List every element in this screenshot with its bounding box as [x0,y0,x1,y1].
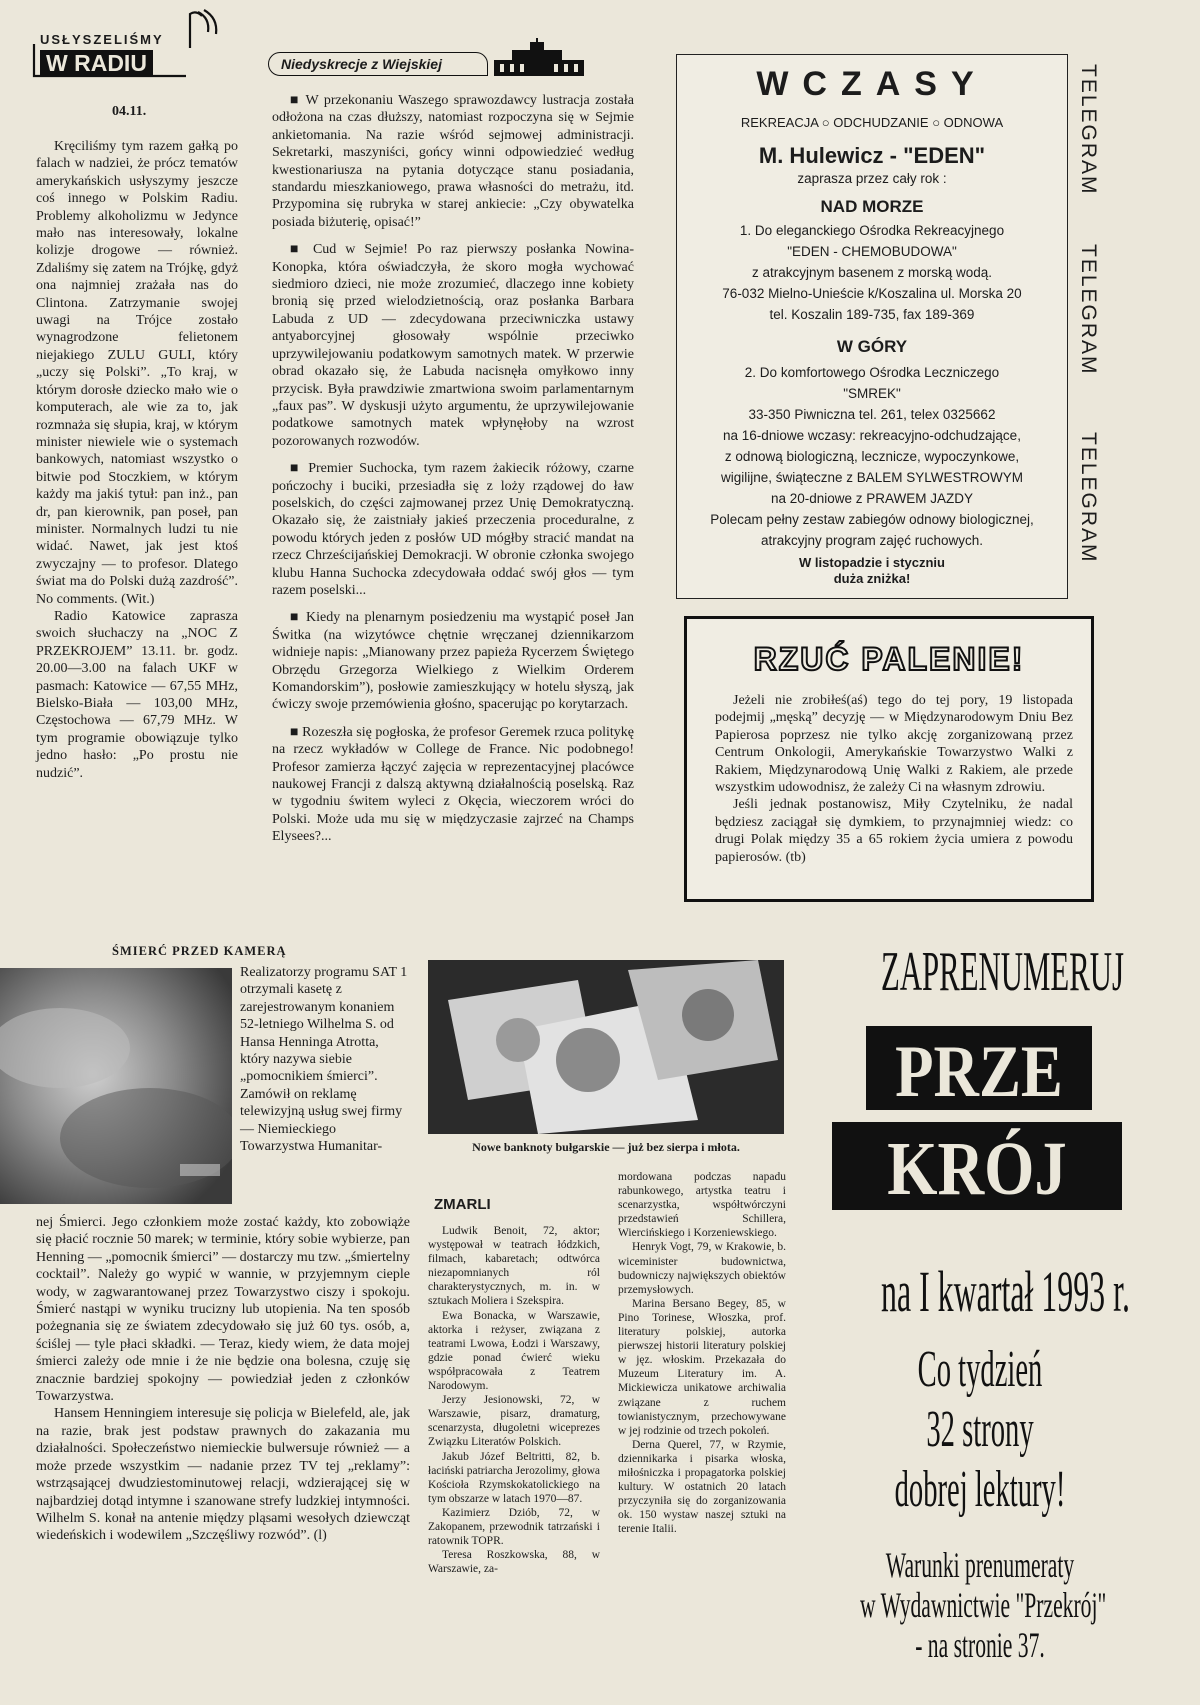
obituary-entry: Marina Bersano Begey, 85, w Pino Torinese, Włoszka, prof. literatury polskiej, autorka pierwszej historii literatury polskiej w jęz. włoskim. Przekazała do Muzeum Literatury im. A. Mickiewicza unikatowe archiwalia związane z ruchem towianistycznym, przechowywane w jej rodzinie od trzech pokoleń. [618,1297,786,1437]
death-camera-paragraph-1: nej Śmierci. Jego członkiem może zostać każdy, kto zobowiąże się płacić rocznie 50 marek; w terminie, który sobie wybierze, pan Henning — „pomocnik śmierci” — dostarczy mu tzw. „śmiertelny cocktail”. Należy go wypić w wannie, w przyjemnym cieple wody, w zagwarantowanej przez Towarzystwo ciszy i spokoju. Śmierć nastąpi w wyniku trucizny lub utopienia. Na ten sposób pożegnania się ze światem zdecydowało się już 60 tys. osób, a, ściślej — tyle płaci składki. — Teraz, kiedy wiem, że data mojej śmierci zależy ode mnie i że nie będzie ona bolesna, czuję się znacznie bardziej spokojny — powiedział jeden z członków Towarzystwa. [36,1215,410,1405]
death-camera-side-text: Realizatorzy programu SAT 1 otrzymali kasetę z zarejestrowanym konaniem 52-letniego Wilhelma S. od Hansa Henninga Atrotta, który nazywa siebie „pomocnikiem śmierci”. Zamówił on reklamę telewizyjną usług swej firmy — Niemieckiego Towarzystwa Humanitar- [240,965,408,1155]
radio-paragraph-1: Kręciliśmy tym razem gałką po falach w nadziei, że prócz tematów amerykańskich usłyszymy jeszcze coś innego w Polskim Radiu. Problemy alkoholizmu w Jedynce mało nas interesowały, lokalne kolizje drogowe — również. Zdaliśmy się zatem na Trójkę, gdyż ona najmniej zrażała nas do Clintona. Zatrzymanie swojej uwagi na Trójce zostało wynagrodzone felietonem niejakiego ZULU GULI, który „uczy się Polski”. „To kraj, w którym dorosłe dziecko mało wie o komputerach, ale wie za to, jak rozmnaża się słupia, kraj, w którym minister niewiele wie o systemach bankowych, natomiast wszystko o bitwie pod Stoczkiem, w którym każdy ma jakiś tytuł: pan inż., pan dr, pan kierownik, pan poseł, pan minister. Normalnych ludzi tu nie widać. Nawet, jak jest ktoś zwyczajny — to profesor. Dlatego świat ma do Polski dużą zazdrość”. No comments. (Wit.) [36,139,238,607]
obituary-entry: Jerzy Jesionowski, 72, w Warszawie, pisarz, dramaturg, scenarzysta, długoletni wiceprezes Związku Literatów Polskich. [428,1394,600,1449]
wczasy-mountains-line-4: na 16-dniowe wczasy: rekreacyjno-odchudzające, [723,428,1021,443]
niedyskrecje-item-3 [272,460,634,599]
obituary-entry: Ewa Bonacka, w Warszawie, aktorka i reżyser, związana z teatrami Lwowa, Łodzi i Warszawy, gdzie ponad ćwierć wieku współpracowała z Teatrem Narodowym. [428,1309,600,1393]
niedyskrecje-item-5-text: Rozeszła się pogłoska, że profesor Geremek rzuca politykę na rzecz wykładów w College de France. Nic podobnego! Profesor zamierza łączyć zajęcia w reprezentacyjnej placówce naukowej Francji z dalszą aktywną działalnością poselską. Raz w tygodniu świtem wyleci z Okęcia, wieczorem wróci do Polski. Może uda mu się w międzyczasie zajrzeć na Champs Elysees?... [272,724,634,845]
niedyskrecje-item-4 [272,609,634,713]
wczasy-sea-line-3: z atrakcyjnym basenem z morską wodą. [751,265,993,280]
obituary-entry: Teresa Roszkowska, 88, w Warszawie, za- [428,1549,600,1576]
logo-top-text: USŁYSZELIŚMY [40,32,164,47]
wczasy-mountains-line-8: Polecam pełny zestaw zabiegów odnowy biologicznej, [710,512,1034,527]
banknotes-image [428,960,784,1134]
obituaries-column-b [618,1170,786,1536]
bullet-square-icon: ■ [290,461,309,477]
banknotes-photo [428,960,784,1134]
przekroj-logo-bottom: KRÓJ [887,1127,1067,1211]
banknotes-caption: Nowe banknoty bułgarskie — już bez sierpa i młota. [472,1140,740,1154]
subscribe-heading: ZAPRENUMERUJ [881,941,1125,1003]
wczasy-mountains-line-7: na 20-dniowe z PRAWEM JAZDY [770,491,974,506]
death-camera-title: ŚMIERĆ PRZED KAMERĄ [112,944,287,958]
death-camera-paragraph-2: Hansem Henningiem interesuje się policja w Bielefeld, ale, jak na razie, brak jest podstaw prawnych do zakazania mu działalności. Społeczeństwo niemieckie bulwersuje również — a może przede wszystkim — nadanie przez TV tej „reklamy”: wstrząsającej dwudziestominutowej relacji, wdzierającej się w najbardziej dotąd intymne i szanowane strefy ludzkiej intymności. Wilhelm S. konał na antenie między pląsami wesołych dziewcząt wiedeńskich i wodewilem „Szczęśliwy rozwód”. (l) [36,1406,410,1544]
wczasy-discount-1: W listopadzie i styczniu [799,555,945,570]
telegram-label-2: TELEGRAM [1077,244,1100,376]
wczasy-mountains-line-1: 2. Do komfortowego Ośrodka Leczniczego [744,365,1000,380]
niedyskrecje-item-4-text: Kiedy na plenarnym posiedzeniu ma wystąpić poseł Jan Świtka (na wizytówce chętnie wręczanej dziennikarzom widnieje napis: „Mianowany przez papieża Rycerzem Świętego Obrzędu Grzegorza Wielkiego z Wielkim Orderem Komandorskim”), posłowie zamieszkujący w hotelu słyszą, jak ćwiczy swoje przemówienia głośno, spacerując po korytarzach. [272,610,634,713]
bullet-square-icon: ■ [290,242,313,258]
wczasy-title: WCZASY [756,65,988,103]
quit-smoking-text [715,692,1073,866]
subscribe-weekly: Co tydzień [917,1341,1043,1398]
quit-smoking-paragraph-1: Jeżeli nie zrobiłeś(aś) tego do tej pory, 19 listopada podejmij „męską” decyzję — w Międzynarodowym Dniu Bez Papierosa poprzesz nie tylko akcję zorganizowaną przez Centrum Onkologii, Amerykańskie Towarzystwo Walki z Rakiem, Międzynarodową Unię Walki z Rakiem, ale przede wszystkim udowodnisz, że zależy Ci na własnym zdrowiu. [715,693,1073,796]
wczasy-mountains-line-2: "SMREK" [843,386,901,401]
blurry-tv-image [0,968,232,1204]
niedyskrecje-item-3-text: Premier Suchocka, tym razem żakiecik różowy, czarne pończochy i buciki, przesiadła się z loży rządowej do ław poselskich, do części zajmowanej przez Unię Demokratyczną. Okazało się, że zaistniały jakieś przeczenia proceduralne, z powodu których jeden z posłów UD mógłby stracić mandat na rzecz Chrześcijańskiej Demokracji. W obronie członka swojego klubu Hanna Suchocka zdecydowała oddać swój głos — tym razem poselski... [272,461,634,598]
bullet-square-icon: ■ [290,724,303,740]
telegram-label-1: TELEGRAM [1077,64,1100,196]
wczasy-sea-line-1: 1. Do eleganckiego Ośrodka Rekreacyjnego [739,223,1005,238]
wczasy-sea-line-4: 76-032 Mielno-Unieście k/Koszalina ul. Morska 20 [722,286,1022,301]
death-camera-photo [0,968,232,1204]
wczasy-mountains-line-9: atrakcyjny program zajęć ruchowych. [760,533,984,548]
obituaries-title: ZMARLI [434,1196,491,1213]
parliament-building-icon [492,38,586,78]
logo-main-label: W RADIU [40,50,153,76]
quit-smoking-title: RZUĆ PALENIE! [753,641,1025,677]
subscribe-good-read: dobrej lektury! [894,1461,1066,1518]
radio-column-header [30,8,208,78]
niedyskrecje-article [272,92,634,846]
radio-date: 04.11. [112,104,147,119]
obituary-entry: mordowana podczas napadu rabunkowego, artystka teatru i scenarzystka, współtwórczyni przedstawień Schillera, Wiercińskiego i Korzeniewskiego. [618,1171,786,1240]
przekroj-logo [832,1026,1132,1226]
quit-smoking-paragraph-2: Jeśli jednak postanowisz, Miły Czytelniku, że nadal będziesz zaciągał się dymkiem, to przynajmniej wiedz: co drugi Polak między 35 a 65 rokiem życia umiera z powodu papierosów. (tb) [715,797,1073,865]
subscribe-conditions-3: - na stronie 37. [915,1625,1045,1665]
subscribe-conditions-2: w Wydawnictwie "Przekrój" [860,1585,1107,1625]
wczasy-sea-line-5: tel. Koszalin 189-735, fax 189-369 [769,307,975,322]
niedyskrecje-item-1-text: W przekonaniu Waszego sprawozdawcy lustracja została odłożona na czas dłuższy, natomiast rozpoczyna się w Sejmie ankietomania. Na razie wśród sejmowej administracji. Sekretarki, maszyniści, gońcy winni odpowiedzieć według kwestionariusza na pytania dotyczące stanu posiadania, standardu mieszkaniowego, prawa własności do metrażu, itd. Przypomina się rubryka w starej ankiecie: „Czy obywatelka posiada biżuterię, opisać!” [272,93,634,230]
subscribe-pages: 32 strony [926,1401,1034,1458]
niedyskrecje-item-5 [272,724,634,846]
bullet-square-icon: ■ [290,93,306,108]
logo-main-text [40,50,153,77]
obituary-entry: Derna Querel, 77, w Rzymie, dziennikarka i pisarka włoska, miłośniczka i propagatorka polskiej kultury. W ostatnich 20 latach przyczyniła się do zorganizowania ok. 150 wystaw naszej sztuki na terenie Italii. [618,1438,786,1536]
niedyskrecje-header [268,52,488,76]
niedyskrecje-title: Niedyskrecje z Wiejskiej [281,56,442,72]
telegram-label-3: TELEGRAM [1077,432,1100,564]
wczasy-mountains-heading: W GÓRY [836,337,908,356]
subscribe-conditions-1: Warunki prenumeraty [885,1545,1075,1585]
wczasy-mountains-line-6: wigilijne, świąteczne z BALEM SYLWESTROWYM [720,470,1024,485]
niedyskrecje-item-2 [272,241,634,450]
wczasy-mountains-line-5: z odnową biologiczną, lecznicze, wypoczynkowe, [724,449,1020,464]
wczasy-discount-2: duża zniżka! [833,571,911,586]
bullet-square-icon: ■ [290,610,307,626]
wczasy-sea-heading: NAD MORZE [820,197,924,216]
wczasy-mountains-line-3: 33-350 Piwniczna tel. 261, telex 0325662 [748,407,996,422]
obituaries-column-a [428,1224,600,1576]
wczasy-subtitle: REKREACJA ○ ODCHUDZANIE ○ ODNOWA [740,115,1004,130]
wczasy-invite: zaprasza przez cały rok : [797,171,947,186]
obituary-entry: Henryk Vogt, 79, w Krakowie, b. wiceminister budownictwa, budowniczy największych obiektów przemysłowych. [618,1241,786,1296]
obituary-entry: Ludwik Benoit, 72, aktor; występował w teatrach łódzkich, filmach, kabaretach; odtwórca niezapomnianych ról charakterystycznych, m. in. w sztukach Moliera i Szekspira. [428,1225,600,1308]
subscribe-quarter: na I kwartał 1993 r. [881,1259,1130,1324]
wczasy-name: M. Hulewicz - "EDEN" [758,143,986,168]
radio-article [36,138,238,782]
wczasy-ad [676,54,1068,599]
obituary-entry: Jakub Józef Beltritti, 82, b. łaciński patriarcha Jerozolimy, głowa Kościoła Rzymskokatolickiego na tym obszarze w latach 1970—87. [428,1450,600,1505]
przekroj-logo-top: PRZE [895,1031,1063,1113]
radio-paragraph-2: Radio Katowice zaprasza swoich słuchaczy na „NOC Z PRZEKROJEM” 13.11. br. godz. 20.00—3.00 na falach UKF w pasmach: Katowice — 67,55 MHz, Bielsko-Biała — 103,00 MHz, Częstochowa — 67,79 MHz. W tym programie obowiązuje tylko jedno hasło: „Po prostu nie nudzić”. [36,608,238,781]
niedyskrecje-item-1 [272,92,634,231]
obituary-entry: Kazimierz Dziób, 72, w Zakopanem, przewodnik tatrzański i ratownik TOPR. [428,1506,600,1548]
wczasy-sea-line-2: "EDEN - CHEMOBUDOWA" [787,244,957,259]
niedyskrecje-item-2-text: Cud w Sejmie! Po raz pierwszy posłanka Nowina-Konopka, która oświadczyła, że skoro mogła wychować siedmioro dzieci, nie może zrozumieć, dlaczego inne kobiety bronią się przed wielodzietnością, oraz posłanka Barbara Labuda z UD — zdecydowana przeciwniczka ustawy antyaborcyjnej głosowały wspólnie przeciwko uprzywilejowaniu podatkowym samotnych matek. W przerwie obrad okazało się, że Labuda nacisnęła omyłkowo inny przycisk. Była prawdziwie zmartwiona swoim parlamentarnym „faux pas”. W dyskusji użyto argumentu, że uprzywilejowanie podatkowe samotnych matek wpłynęłoby na wzrost pozorowanych rozwodów. [272,242,634,449]
death-camera-body [36,1214,410,1545]
quit-smoking-box [684,616,1094,902]
subscription-ad [800,940,1160,1680]
